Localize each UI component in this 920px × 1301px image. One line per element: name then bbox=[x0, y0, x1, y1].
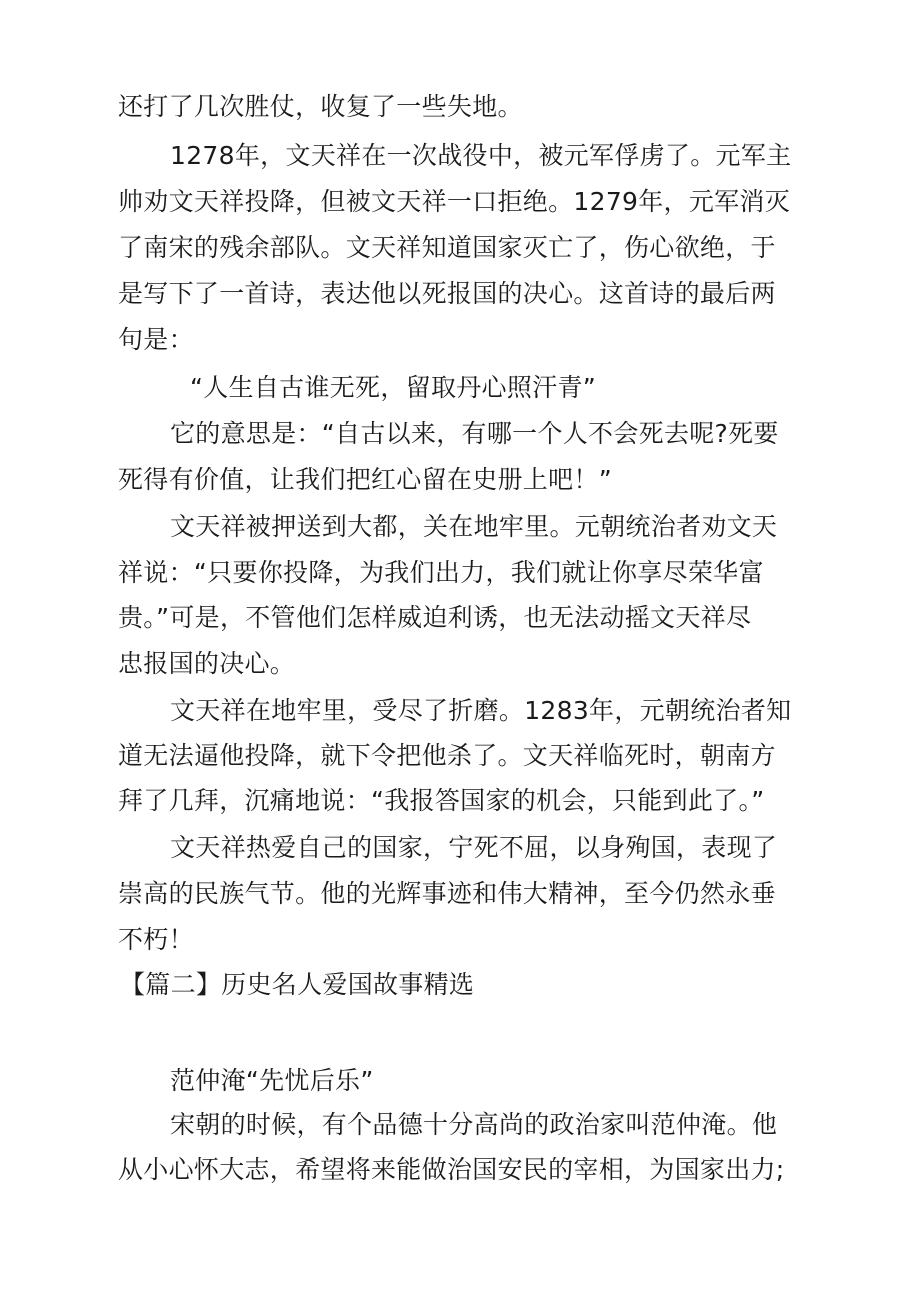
paragraph-line: 贵。”可是，不管他们怎样威迫利诱，也无法动摇文天祥尽 bbox=[118, 603, 752, 632]
paragraph-line: 它的意思是：“自古以来，有哪一个人不会死去呢?死要 bbox=[170, 419, 779, 448]
paragraph-line: 了南宋的残余部队。文天祥知道国家灭亡了，伤心欲绝，于 bbox=[118, 233, 776, 262]
paragraph-line: 崇高的民族气节。他的光辉事迹和伟大精神，至今仍然永垂 bbox=[118, 879, 776, 908]
paragraph-line: 文天祥被押送到大都，关在地牢里。元朝统治者劝文天 bbox=[170, 512, 778, 541]
paragraph-line: 还打了几次胜仗，收复了一些失地。 bbox=[118, 92, 523, 121]
paragraph-line: 文天祥在地牢里，受尽了折磨。1283年，元朝统治者知 bbox=[170, 696, 792, 725]
paragraph-line: 不朽！ bbox=[118, 925, 194, 954]
paragraph-line: 文天祥热爱自己的国家，宁死不屈，以身殉国，表现了 bbox=[170, 833, 778, 862]
paragraph-line: 死得有价值，让我们把红心留在史册上吧！” bbox=[118, 465, 612, 494]
paragraph-line: 道无法逼他投降，就下令把他杀了。文天祥临死时，朝南方 bbox=[118, 741, 776, 770]
paragraph-line: 宋朝的时候，有个品德十分高尚的政治家叫范仲淹。他 bbox=[170, 1110, 778, 1139]
paragraph-line: 忠报国的决心。 bbox=[118, 649, 296, 678]
paragraph-line: 句是： bbox=[118, 325, 194, 354]
paragraph-line: 祥说：“只要你投降，为我们出力，我们就让你享尽荣华富 bbox=[118, 558, 764, 587]
paragraph-line: 从小心怀大志，希望将来能做治国安民的宰相，为国家出力; bbox=[118, 1155, 785, 1184]
section-heading: 【篇二】历史名人爱国故事精选 bbox=[120, 970, 475, 999]
paragraph-line: 是写下了一首诗，表达他以死报国的决心。这首诗的最后两 bbox=[118, 279, 776, 308]
poem-quote: “人生自古谁无死，留取丹心照汗青” bbox=[190, 373, 597, 402]
paragraph-line: 1278年，文天祥在一次战役中，被元军俘虏了。元军主 bbox=[170, 141, 792, 170]
paragraph-line: 拜了几拜，沉痛地说：“我报答国家的机会，只能到此了。” bbox=[118, 786, 765, 815]
story-title: 范仲淹“先忧后乐” bbox=[170, 1066, 374, 1095]
paragraph-line: 帅劝文天祥投降，但被文天祥一口拒绝。1279年，元军消灭 bbox=[118, 187, 791, 216]
